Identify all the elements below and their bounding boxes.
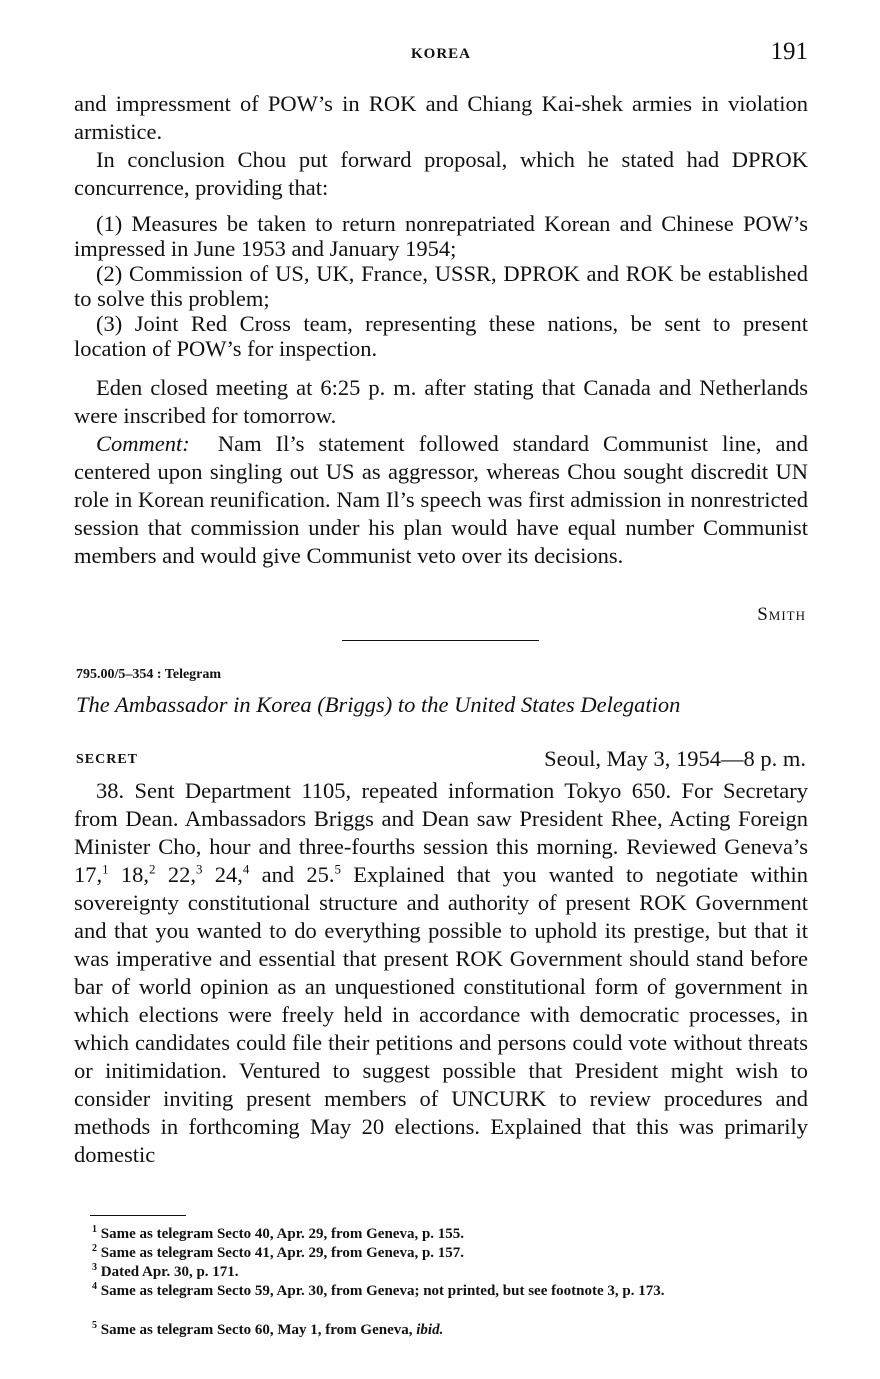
paragraph-continuation: and impressment of POW’s in ROK and Chiang Kai-shek armies in violation armistice. [74,91,808,144]
paragraph-eden: Eden closed meeting at 6:25 p. m. after stating that Canada and Netherlands were inscribed for tomorrow. [74,375,808,428]
paragraph-conclusion: In conclusion Chou put forward proposal, which he stated had DPROK concurrence, providing that: [74,147,808,200]
ref-separator [202,862,214,887]
footnote-marker: 4 [242,861,250,877]
proposal-item-1: (1) Measures be taken to return nonrepatriated Korean and Chinese POW’s impressed in June 1953 and January 1954; [74,211,808,261]
document-title: The Ambassador in Korea (Briggs) to the United States Delegation [76,692,681,717]
footnote-4: $^4$ Same as telegram Secto 59, Apr. 30, from Geneva; not printed, but see footnote 3, p. 173. [92,1281,665,1299]
footnote-2: $^2$ Same as telegram Secto 41, Apr. 29, from Geneva, p. 157. [92,1243,465,1261]
ref-number: 17 [74,862,97,887]
dateline: Seoul, May 3, 1954—8 p. m. [544,746,806,771]
running-head: KOREA [410,46,471,62]
paragraph-comment [74,430,808,570]
ref-separator: and [249,862,307,887]
telegram-body-rest: Explained that you wanted to negotiate within sovereignty constitutional structure and authority of present ROK Government and that you wanted to do everything possible to uphold its prestige, but that it was imperative and essential that present ROK Government should stand before bar of world opinion as an unquestioned constitutional form of government in which elections were freely held in accordance with democratic processes, in which candidates could file their petitions and persons could vote without threats or initimidation. Ventured to suggest possible that President might wish to consider inviting present members of UNCURK to review procedures and methods in forthcoming May 20 elections. Explained that this was primarily domestic [74,862,809,1167]
footnote-3: $^3$ Dated Apr. 30, p. 171. [92,1262,239,1280]
footnote-5: $^5$ Same as telegram Secto 60, May 1, from Geneva, ibid. [92,1320,444,1338]
proposal-item-3: (3) Joint Red Cross team, representing these nations, be sent to present location of POW’s for inspection. [74,311,808,361]
document-file-number: 795.00/5–354 : Telegram [76,667,222,682]
comment-text: Nam Il’s statement followed standard Communist line, and centered upon singling out US as aggressor, whereas Chou sought discredit UN role in Korean reunification. Nam Il’s speech was first admission in nonrestricted session that commission under his plan would have equal number Communist members and would give Communist veto over its decisions. [74,431,809,568]
ref-number: 24 [214,862,238,887]
signature: Smith [757,604,806,625]
classification-marking: SECRET [76,752,139,767]
telegram-body-start: 38. Sent Department 1105, repeated information Tokyo 650. For Secretary from Dean. Ambassadors Briggs and Dean saw President Rhee, Acting Foreign Minister Cho, hour and three-fourths session this morning. Reviewed Geneva’s [74,778,808,859]
section-divider [342,640,539,641]
footnote-marker: 2 [149,861,156,877]
ref-number: 22 [167,862,191,887]
footnote-marker: 1 [102,861,109,877]
ref-number: 18 [120,862,144,887]
geneva-telegram-refs: 17,$^1$ 18,$^2$ 22,$^3$ 24,$^4$ and 25.$^5$ [74,861,341,887]
proposal-item-2: (2) Commission of US, UK, France, USSR, DPROK and ROK be established to solve this problem; [74,261,808,311]
ref-number: 25. [306,862,335,887]
footnote-marker: 5 [334,861,341,877]
comment-label: Comment: [96,431,190,456]
footnote-divider [90,1215,186,1216]
telegram-body [74,777,808,1169]
ref-separator [109,862,121,887]
footnote-1: $^1$ Same as telegram Secto 40, Apr. 29, from Geneva, p. 155. [92,1224,465,1242]
page-number: 191 [770,38,808,65]
page-header [74,38,808,68]
ref-separator [156,862,168,887]
footnote-marker: 3 [195,861,203,877]
